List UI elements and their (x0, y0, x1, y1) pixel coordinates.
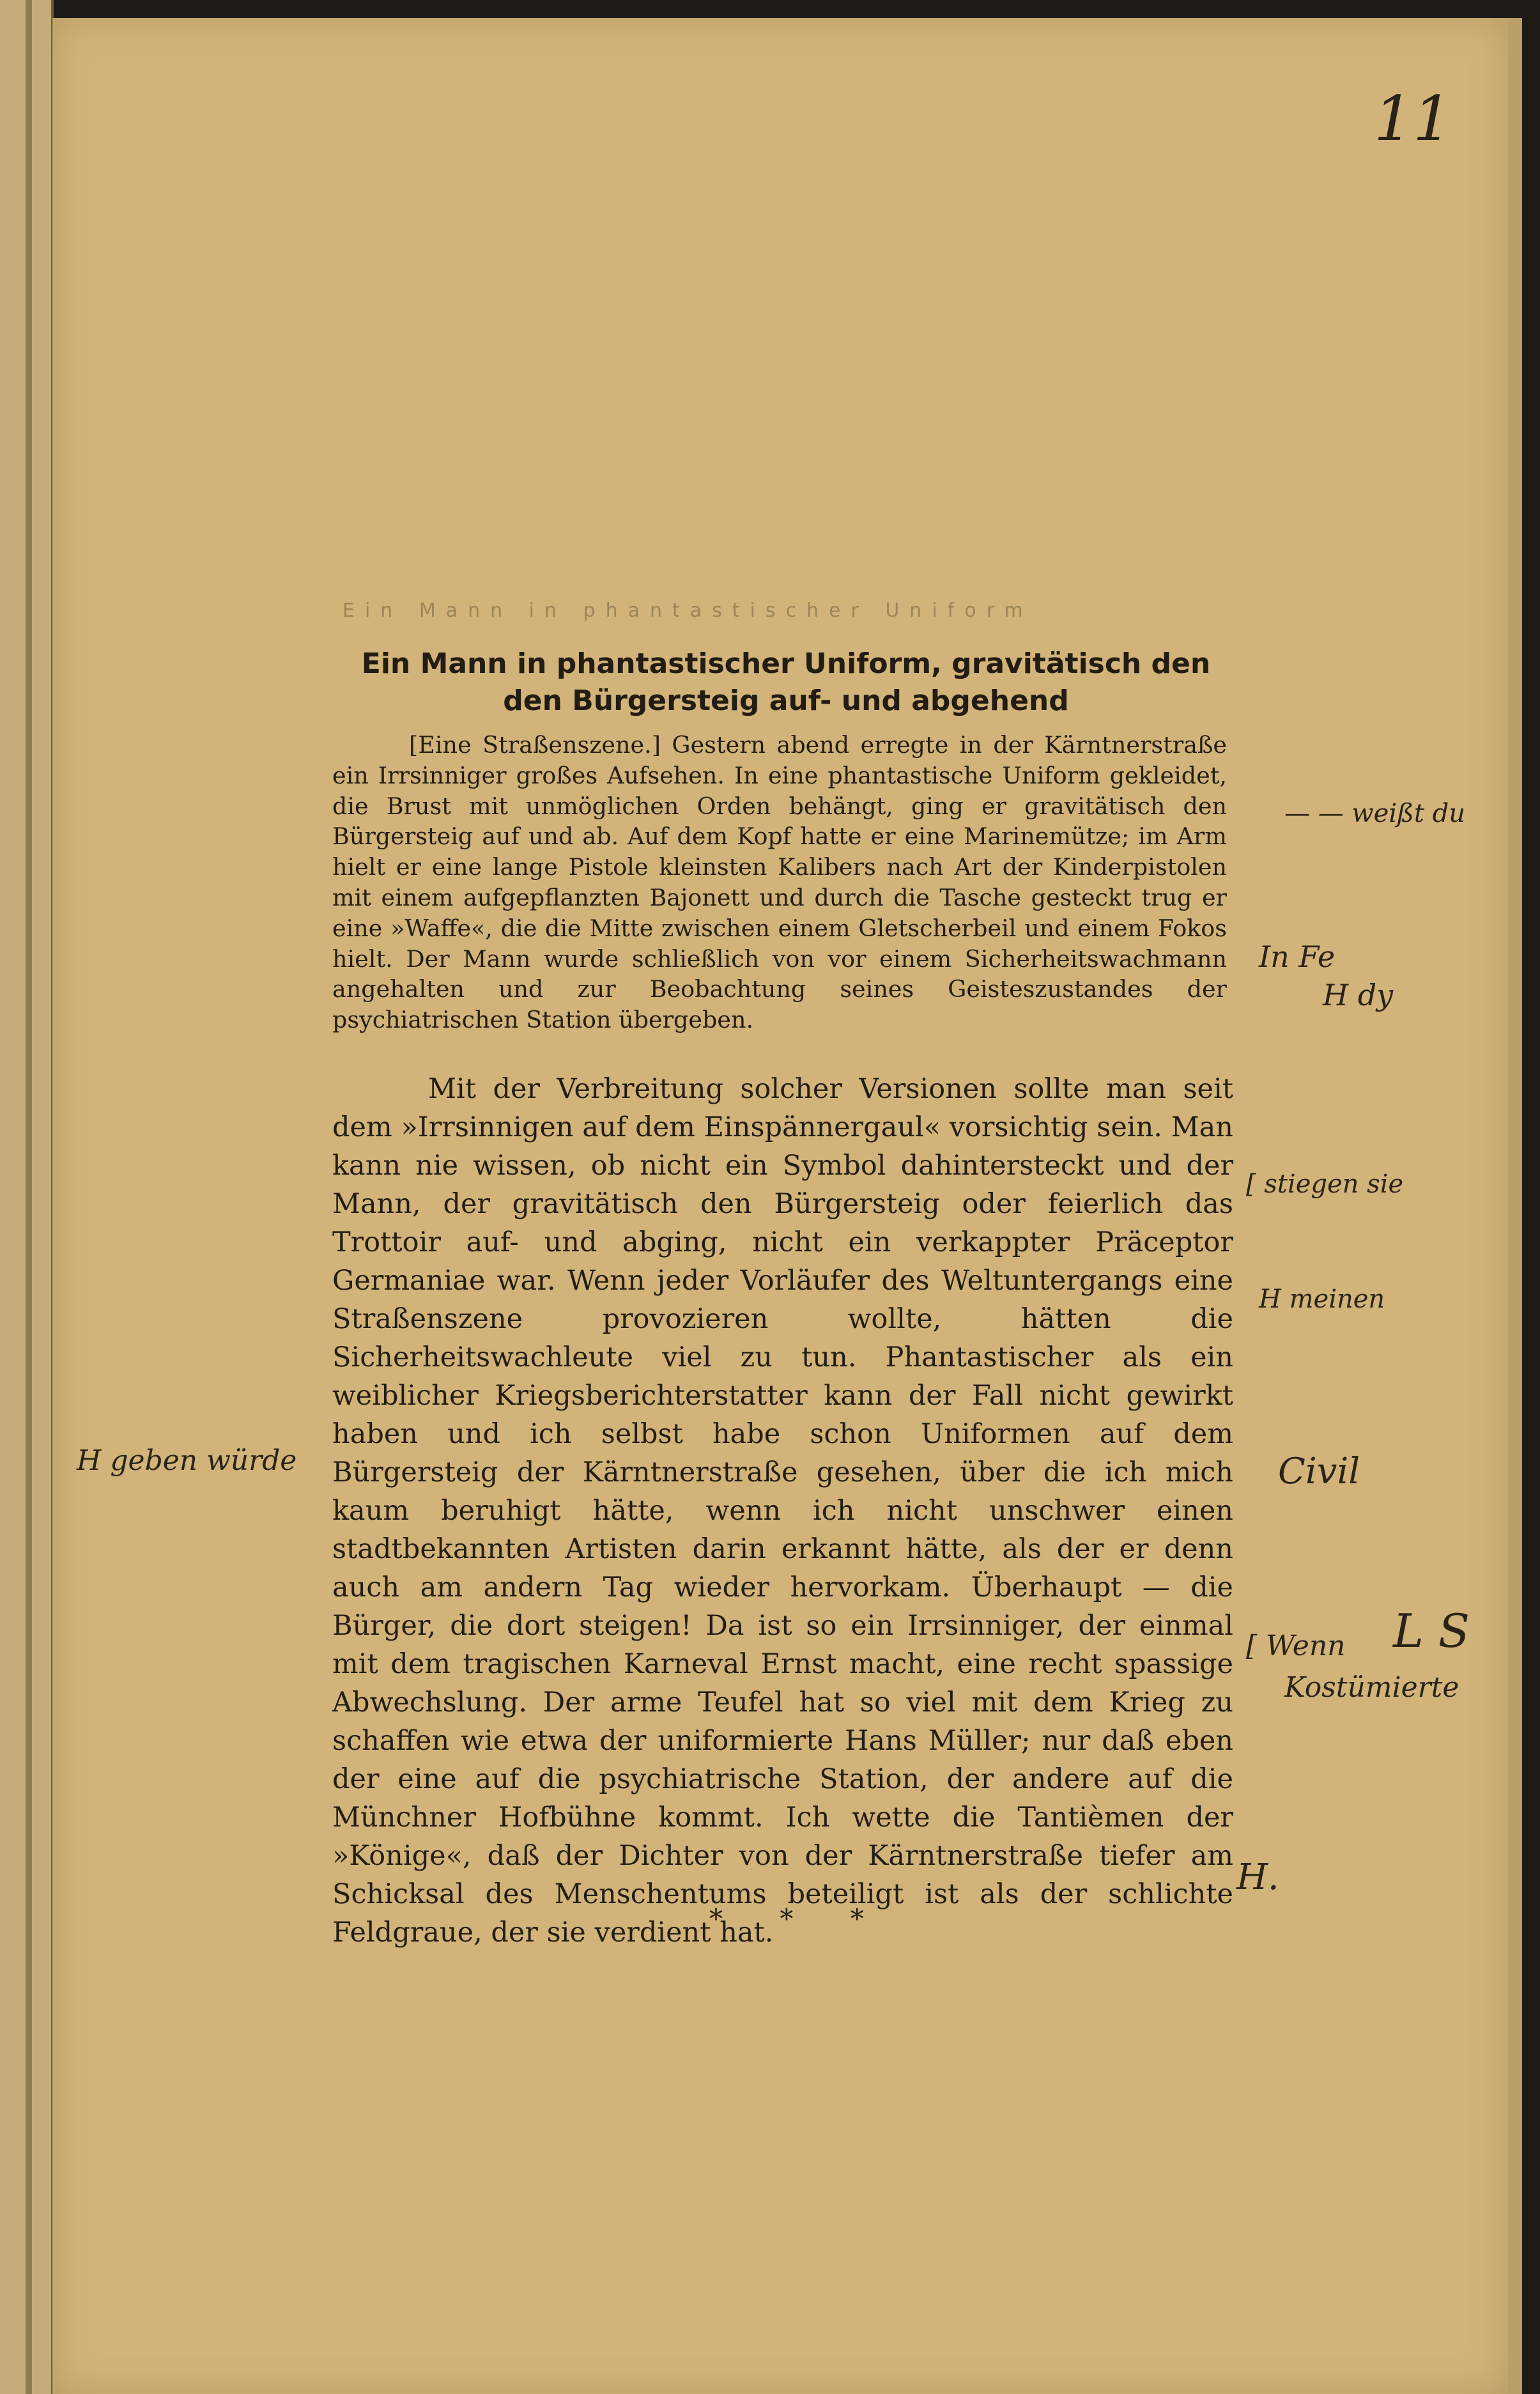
margin-note-9: L S (1393, 1604, 1470, 1658)
margin-note-10: Kostümierte (1284, 1671, 1459, 1704)
margin-note-3: H dy (1323, 978, 1394, 1012)
margin-note-4: [ stiegen sie (1246, 1170, 1404, 1199)
faint-bleed-text: Ein Mann in phantastischer Uniform (343, 599, 1033, 622)
margin-note-11: H. (1236, 1857, 1279, 1898)
title-line-2: den Bürgersteig auf- und abgehend (503, 684, 1069, 717)
margin-note-8: [ Wenn (1246, 1630, 1346, 1662)
title-line-1: Ein Mann in phantastischer Uniform, gravitätisch den (361, 647, 1211, 680)
scene-paragraph: [Eine Straßenszene.] Gestern abend erregte in der Kärntnerstraße ein Irrsinniger großes Aufsehen. In eine phantastische Uniform gekleidet, die Brust mit unmöglichen Orden behängt, ging er gravitätisch den Bürgersteig auf und ab. Auf dem Kopf hatte er eine Marinemütze; im Arm hielt er eine lange Pistole kleinsten Kalibers nach Art der Kinderpistolen mit einem aufgepflanzten Bajonett und durch die Tasche gesteckt trug er eine »Waffe«, die die Mitte zwischen einem Gletscherbeil und einem Fokos hielt. Der Mann wurde schließlich von vor einem Sicherheitswachmann angehalten und zur Beobachtung seines Geisteszustandes der psychiatrischen Station übergeben. (332, 731, 1227, 1034)
commentary-paragraph: Mit der Verbreitung solcher Versionen sollte man seit dem »Irrsinnigen auf dem Einspännergaul« vorsichtig sein. Man kann nie wissen, ob nicht ein Symbol dahintersteckt und der Mann, der gravitätisch den Bürgersteig oder feierlich das Trottoir auf- und abging, nicht ein verkappter Präceptor Germaniae war. Wenn jeder Vorläufer des Weltuntergangs eine Straßenszene provozieren wollte, hätten die Sicherheitswachleute viel zu tun. Phantastischer als ein weiblicher Kriegsberichterstatter kann der Fall nicht gewirkt haben und ich selbst habe schon Uniformen auf dem Bürgersteig der Kärntnerstraße gesehen, über die ich mich kaum beruhigt hätte, wenn ich nicht unschwer einen stadtbekannten Artisten darin erkannt hätte, als der er denn auch am andern Tag wieder hervorkam. Überhaupt — die Bürger, die dort steigen! Da ist so ein Irrsinniger, der einmal mit dem tragischen Karneval Ernst macht, eine recht spassige Abwechslung. Der arme Teufel hat so viel mit dem Krieg zu schaffen wie etwa der uniformierte Hans Müller; nur daß eben der eine auf die psychiatrische Station, der andere auf die Münchner Hofbühne kommt. Ich wette die Tantièmen der »Könige«, daß der Dichter von der Kärntnerstraße tiefer am Schicksal des Menschentums beteiligt ist als der schlichte Feldgraue, der sie verdient hat. (332, 1073, 1233, 1949)
margin-note-6: H geben würde (77, 1444, 297, 1477)
section-asterisks: * * * (709, 1903, 888, 1935)
margin-note-5: H meinen (1259, 1285, 1385, 1314)
main-commentary (332, 1070, 1233, 1952)
page-number: 11 (1374, 83, 1452, 155)
margin-note-7: Civil (1278, 1451, 1360, 1492)
margin-note-2: In Fe (1259, 939, 1336, 974)
street-scene-clipping (332, 730, 1227, 1035)
book-spine (26, 0, 32, 2394)
margin-note-1: — — weißt du (1284, 799, 1466, 828)
article-title (332, 645, 1240, 720)
